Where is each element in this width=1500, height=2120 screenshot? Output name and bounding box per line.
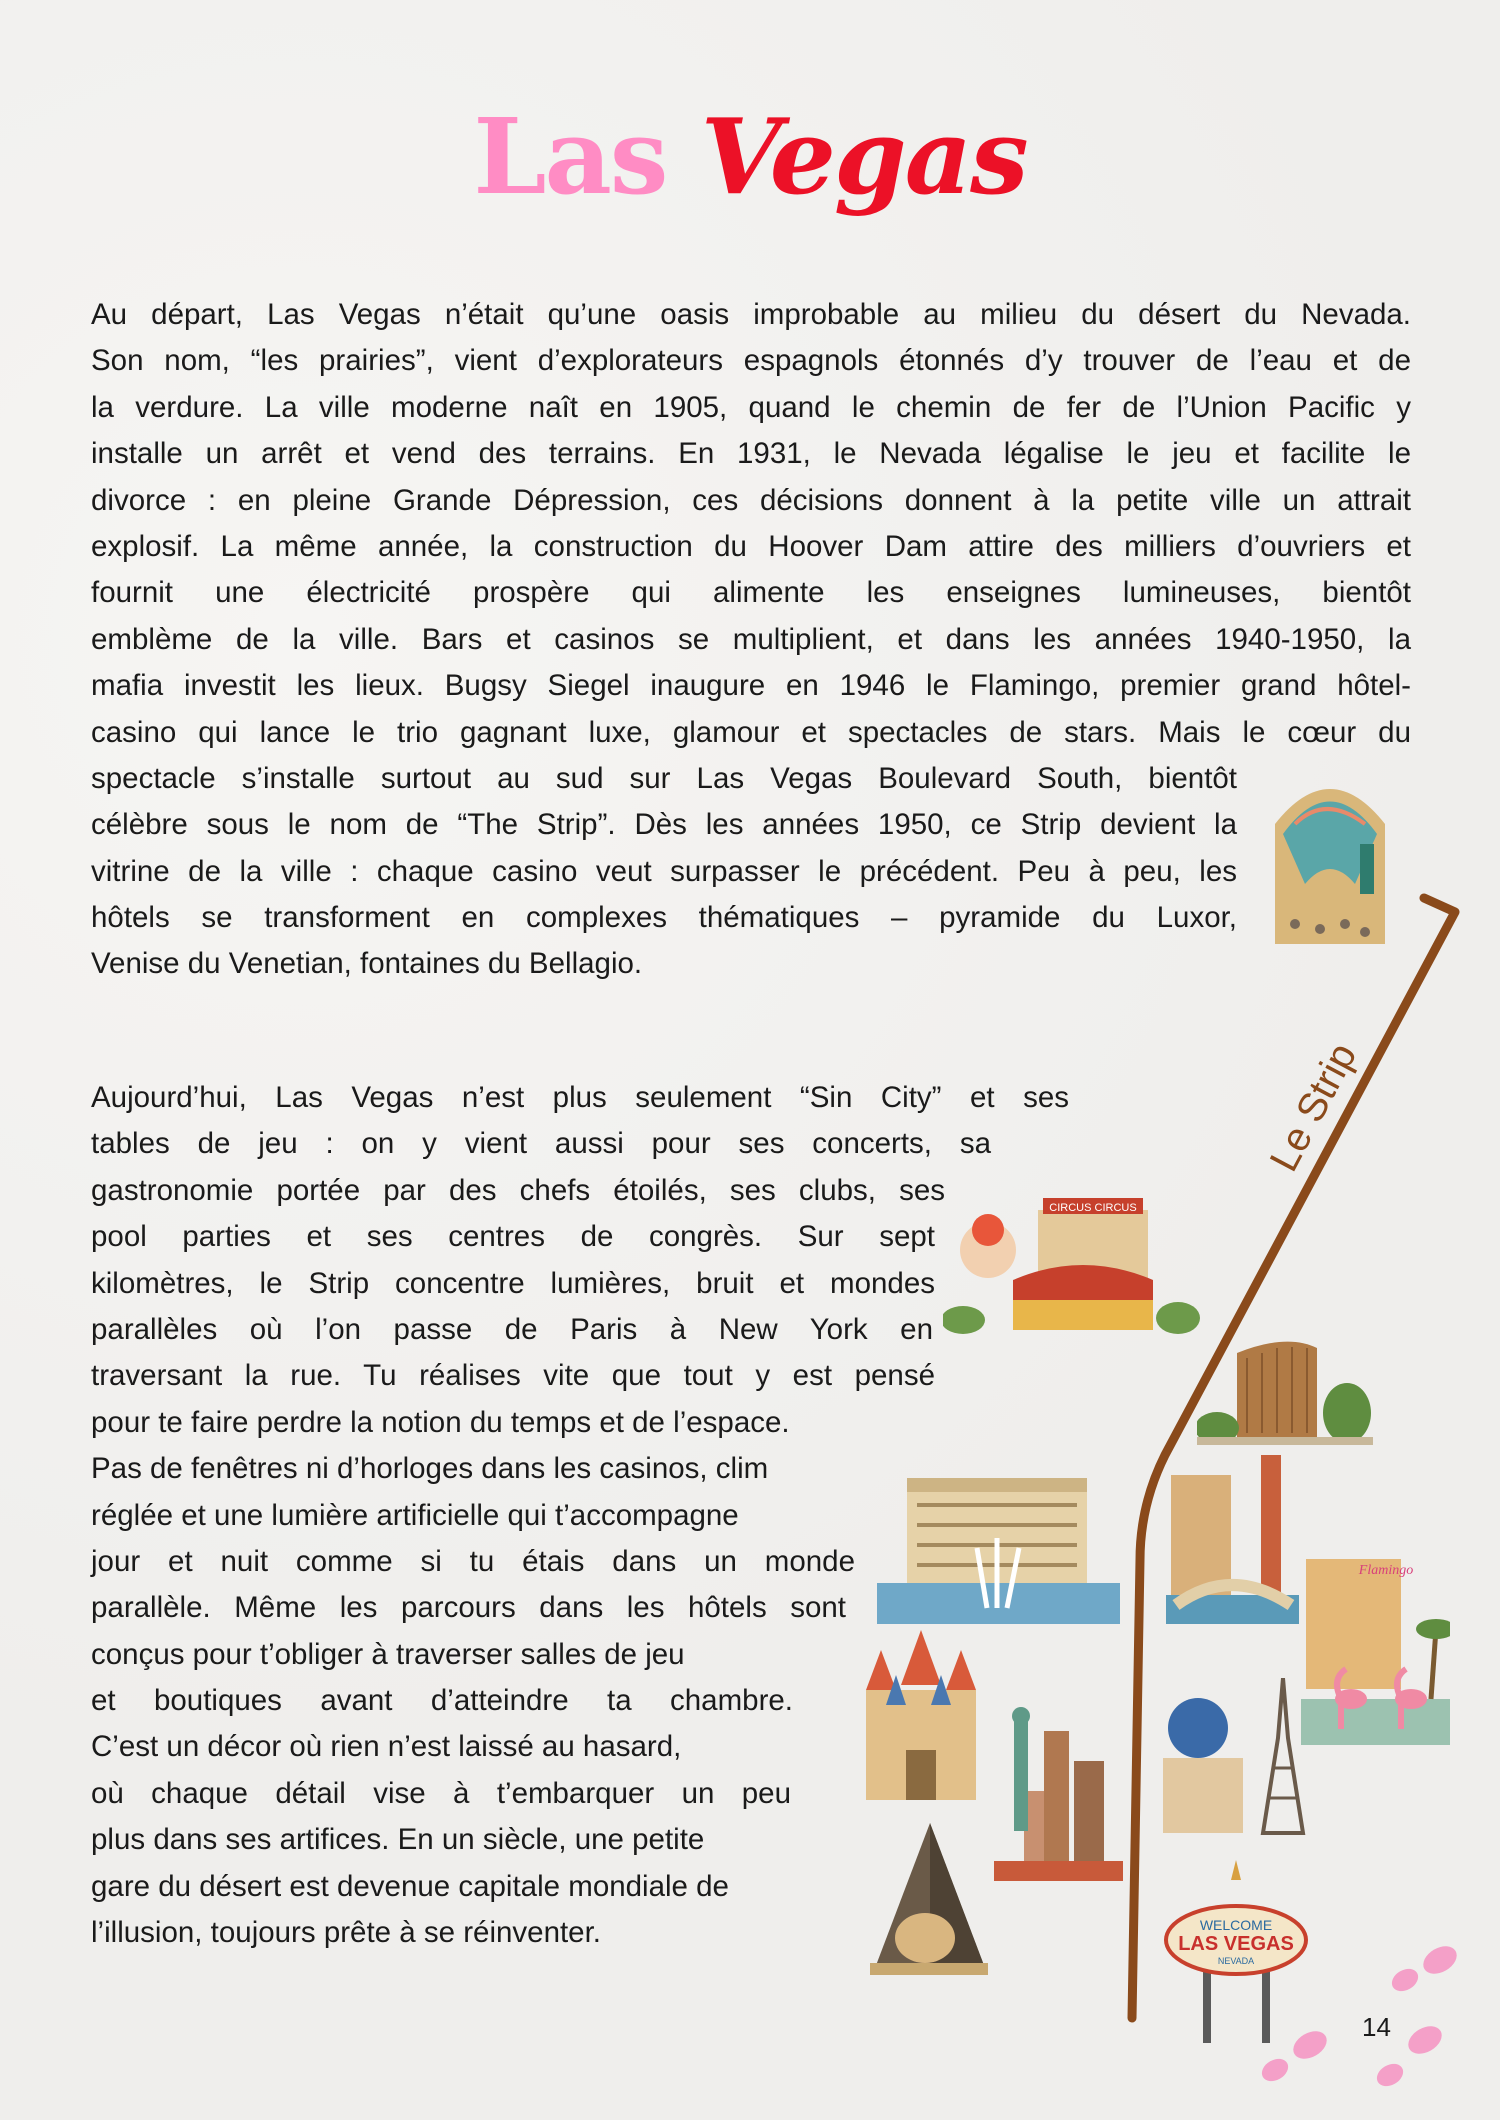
text-line: Pas de fenêtres ni d’horloges dans les casinos, clim	[91, 1452, 769, 1486]
text-line: pour te faire perdre la notion du temps et de l’espace.	[91, 1405, 790, 1439]
text-line: vitrine de la ville : chaque casino veut surpasser le précédent. Peu à peu, les	[91, 854, 1237, 888]
text-line: casino qui lance le trio gagnant luxe, glamour et spectacles de stars. Mais le cœur du	[91, 715, 1411, 749]
circus-circus-illustration	[943, 1190, 1200, 1340]
text-line: emblème de la ville. Bars et casinos se multiplient, et dans les années 1940-1950, la	[91, 622, 1411, 656]
page-number: 14	[1362, 2012, 1391, 2042]
title-vegas: Vegas	[700, 95, 1027, 218]
welcome-text: WELCOME	[1199, 1917, 1273, 1933]
text-line: fournit une électricité prospère qui alimente les enseignes lumineuses, bientôt	[91, 576, 1411, 610]
text-line: installe un arrêt et vend des terrains. En 1931, le Nevada légalise le jeu et facilite le	[91, 437, 1411, 471]
text-line: réglée et une lumière artificielle qui t’accompagne	[91, 1498, 739, 1532]
las-vegas-sign-text: LAS VEGAS	[1178, 1933, 1294, 1955]
text-line: Au départ, Las Vegas n’était qu’une oasis improbable au milieu du désert du Nevada.	[91, 298, 1411, 331]
text-line: divorce : en pleine Grande Dépression, ces décisions donnent à la petite ville un attrait	[91, 483, 1411, 517]
text-line: explosif. La même année, la construction du Hoover Dam attire des milliers d’ouvriers et	[91, 529, 1411, 563]
text-line: Aujourd’hui, Las Vegas n’est plus seulement “Sin City” et ses	[91, 1081, 1069, 1114]
text-line: et boutiques avant d’atteindre ta chambre.	[91, 1684, 793, 1718]
excalibur-illustration	[856, 1630, 985, 1806]
text-line: hôtels se transforment en complexes thématiques – pyramide du Luxor,	[91, 901, 1237, 935]
venetian-illustration	[1166, 1455, 1299, 1624]
flamingo-sign: Flamingo	[1358, 1563, 1414, 1578]
text-line: gare du désert est devenue capitale mondiale de	[91, 1869, 729, 1903]
text-line: conçus pour t’obliger à traverser salles de jeu	[91, 1637, 685, 1671]
text-line: kilomètres, le Strip concentre lumières, bruit et mondes	[91, 1266, 935, 1300]
text-line: l’illusion, toujours prête à se réinventer.	[91, 1916, 601, 1950]
text-line: tables de jeu : on y vient aussi pour ses concerts, sa	[91, 1127, 991, 1161]
text-line: célèbre sous le nom de “The Strip”. Dès les années 1950, ce Strip devient la	[91, 808, 1237, 842]
text-line: Venise du Venetian, fontaines du Bellagio.	[91, 947, 643, 981]
paris-illustration	[1153, 1678, 1312, 1840]
text-line: pool parties et ses centres de congrès. Sur sept	[91, 1220, 935, 1254]
text-line: spectacle s’installe surtout au sud sur Las Vegas Boulevard South, bientôt	[91, 761, 1237, 795]
nevada-text: NEVADA	[1217, 1956, 1255, 1966]
flamingo-illustration	[1301, 1549, 1450, 1745]
text-line: Son nom, “les prairies”, vient d’explorateurs espagnols étonnés d’y trouver de l’eau et de	[91, 344, 1411, 378]
text-line: où chaque détail vise à t’embarquer un peu	[91, 1776, 791, 1810]
circus-sign: CIRCUS CIRCUS	[1049, 1202, 1137, 1214]
text-line: parallèles où l’on passe de Paris à New York en	[91, 1312, 933, 1346]
text-line: traversant la rue. Tu réalises vite que tout y est pensé	[91, 1359, 935, 1393]
luxor-illustration	[870, 1813, 988, 1975]
text-line: parallèle. Même les parcours dans les hôtels sont	[91, 1591, 846, 1625]
text-line: mafia investit les lieux. Bugsy Siegel inaugure en 1946 le Flamingo, premier grand hôtel-	[91, 669, 1411, 703]
text-line: jour et nuit comme si tu étais dans un monde	[91, 1544, 855, 1578]
wynn-illustration	[1197, 1333, 1373, 1448]
fremont-arcade-illustration	[1265, 764, 1395, 947]
text-line: gastronomie portée par des chefs étoilés, ses clubs, ses	[91, 1173, 945, 1207]
strip-label: Le Strip	[1261, 1036, 1366, 1179]
new-york-illustration	[994, 1691, 1123, 1881]
text-line: la verdure. La ville moderne naît en 1905, quand le chemin de fer de l’Union Pacific y	[91, 390, 1411, 424]
title-las: Las	[473, 95, 667, 218]
text-line: C’est un décor où rien n’est laissé au hasard,	[91, 1730, 682, 1764]
text-line: plus dans ses artifices. En un siècle, une petite	[91, 1823, 705, 1857]
bellagio-illustration	[877, 1468, 1120, 1624]
